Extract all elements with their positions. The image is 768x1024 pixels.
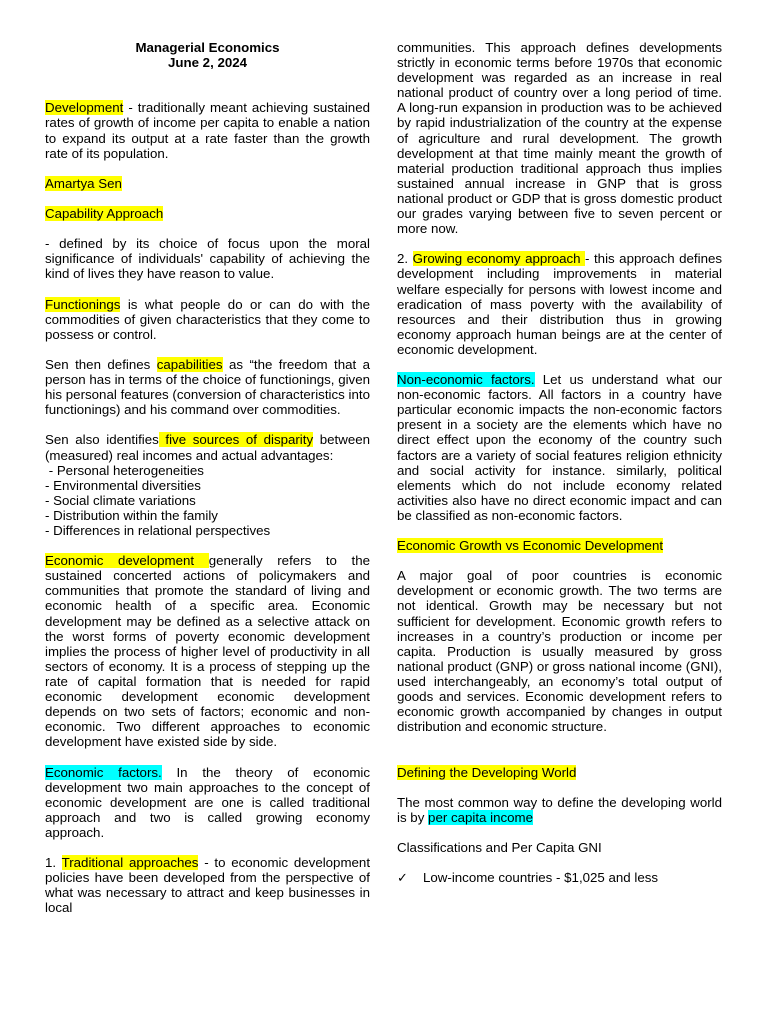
disparity-item: - Social climate variations bbox=[45, 492, 196, 508]
course-title: Managerial Economics bbox=[135, 40, 280, 55]
growing-economy-paragraph: 2. Growing economy approach - this approach defines development including improvements in material welfare especially for persons with lowest income and eradication of mass poverty with the availability of resources and their distribution thus in growing economy approach human beings are at the center of economic development. bbox=[397, 251, 723, 357]
traditional-approach-continued: communities. This approach defines developments strictly in economic terms before 1970s that economic development was regarded as an increase in real national product of country over a long period of time. A long-run expansion in production was to be achieved by rapid industrialization of the country at the expense of agriculture and rural development. The growth development at that time mainly meant the growth of material production traditional approach thus implies sustained annual increase in GNP that is gross national product or GDP that is gross domestic product our grades varying between five to seven percent or more now. bbox=[397, 40, 722, 237]
disparity-item: - Distribution within the family bbox=[45, 507, 218, 523]
capabilities-term: capabilities bbox=[156, 356, 223, 372]
defining-developing-world-paragraph: The most common way to define the developing world is by per capita income bbox=[397, 794, 722, 825]
disparity-item: - Differences in relational perspectives bbox=[45, 523, 271, 538]
classification-list bbox=[397, 870, 722, 885]
traditional-approach-term: Traditional approaches bbox=[61, 855, 199, 871]
functionings-paragraph: Functionings is what people do or can do with the commodities of given characteristics that they come to possess or control. bbox=[45, 296, 370, 342]
economic-factors-paragraph: Economic factors. In the theory of economic development two main approaches to the concept of economic development are one is called traditional approach and two is called growing economy approach. bbox=[45, 764, 370, 840]
growth-vs-development-heading: Economic Growth vs Economic Development bbox=[397, 538, 664, 554]
economic-development-paragraph: Economic development generally refers to the sustained concerted actions of policymakers and communities that promote the standard of living and economic health of a specific area. Economic development may be defined as a selective attack on the worst forms of poverty economic development implies the process of higher level of productivity in all sectors of economy. It is a process of stepping up the rate of capital formation that is needed for rapid economic development economic development depends on two sets of factors; economic and non-economic. Two different approaches to economic development have existed side by side. bbox=[45, 553, 370, 750]
traditional-approach-paragraph: 1. Traditional approaches - to economic development policies have been developed from the perspective of what was necessary to attract and keep businesses in local bbox=[45, 855, 371, 916]
disparity-item: - Environmental diversities bbox=[45, 477, 201, 493]
growing-economy-term: Growing economy approach bbox=[412, 251, 586, 267]
right-column bbox=[397, 40, 722, 885]
checkmark-icon: ✓ bbox=[397, 870, 408, 886]
economic-factors-term: Economic factors. bbox=[45, 764, 162, 780]
non-economic-factors-paragraph: Non-economic factors. Let us understand what our non-economic factors. All factors in a country have particular economic impacts the non-economic factors present in a society are the elements which have no direct effect upon the economy of the country such factors are a variety of social features religion ethnicity and social activity for instance. similarly, political elements which do not include economy related activities also have no direct economic impact and can be classified as non-economic factors. bbox=[397, 372, 722, 523]
disparity-paragraph: Sen also identifies five sources of disparity between (measured) real incomes and actual advantages: bbox=[45, 432, 371, 463]
development-term: Development bbox=[45, 100, 124, 116]
amartya-sen-heading: Amartya Sen bbox=[45, 175, 122, 191]
defining-developing-world-heading: Defining the Developing World bbox=[397, 764, 577, 780]
capability-approach-heading: Capability Approach bbox=[45, 206, 164, 222]
growth-vs-development-body: A major goal of poor countries is economic development or economic growth. The two terms are not identical. Growth may be necessary but not sufficient for development. Economic growth refers to increases in a country’s production or income per capita. Production is usually measured by gross national product (GNP) or gross national income (GNI), used interchangeably, an economy’s total output of goods and services. Economic development refers to economic growth accompanied by changes in output distribution and economic structure. bbox=[397, 568, 722, 735]
non-economic-factors-term: Non-economic factors. bbox=[397, 372, 535, 388]
document-date: June 2, 2024 bbox=[167, 55, 248, 71]
economic-development-term: Economic development bbox=[45, 553, 209, 569]
capability-definition: - defined by its choice of focus upon the moral significance of individuals' capability of achieving the kind of lives they have reason to value. bbox=[45, 236, 370, 282]
classifications-heading: Classifications and Per Capita GNI bbox=[397, 839, 602, 855]
capabilities-paragraph: Sen then defines capabilities as “the freedom that a person has in terms of the choice of functionings, given his personal features (conversion of characteristics into functionings) and his command over commodities. bbox=[45, 356, 371, 418]
per-capita-income-term: per capita income bbox=[428, 809, 534, 825]
development-paragraph: Development - traditionally meant achieving sustained rates of growth of income per capita to enable a nation to expand its output at a rate faster than the growth rate of its population. bbox=[45, 100, 370, 161]
disparity-item: - Personal heterogeneities bbox=[45, 462, 204, 478]
functionings-term: Functionings bbox=[45, 296, 121, 312]
list-item: ✓ Low-income countries - $1,025 and less bbox=[397, 870, 659, 886]
disparity-term: five sources of disparity bbox=[158, 432, 314, 448]
left-column bbox=[45, 40, 370, 915]
